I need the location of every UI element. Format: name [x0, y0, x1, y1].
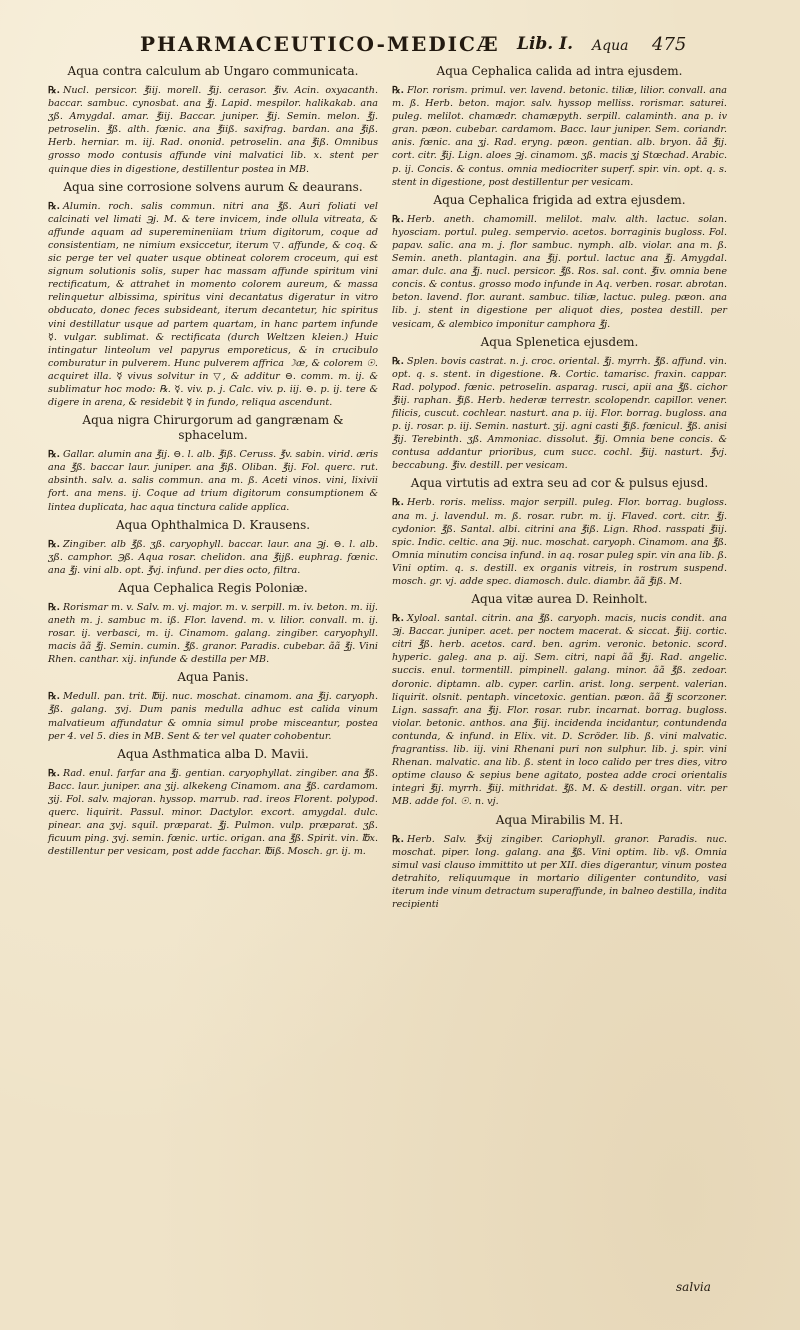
recipe-heading: Aqua Cephalica Regis Poloniæ.: [118, 580, 308, 595]
recipe-text: ℞. Rad. enul. farfar ana ℥j. gentian. caryophyllat. zingiber. ana ℥ß. Bacc. laur. juniper. ana ʒij. alkekeng Cinamom. ana ℥ß. cardamom. ʒij. Fol. salv. majoran. hyssop. marrub. rad. ireos Florent. polypod. querc. liquirit. Passul. minor. Dactylor. excort. amygdal. dulc. pinear. ana ʒvj. squil. præparat. ℥j. Pulmon. vulp. præparat. ʒß. ficuum ping. ʒvj. semin. fœnic. urtic. origan. ana ℥ß. Spirit. vin. ℔x. destillentur per vesicam, post adde facchar. ℔iß. Mosch. gr. ij. m.: [48, 767, 378, 858]
recipe-heading: Aqua Asthmatica alba D. Mavii.: [117, 746, 309, 761]
recipe-symbol: ℞.: [48, 449, 60, 461]
recipe-entry: [48, 413, 378, 513]
recipe-heading: Aqua Cephalica calida ad intra ejusdem.: [436, 64, 683, 78]
recipe-entry: [48, 747, 378, 859]
recipe-heading: Aqua contra calculum ab Ungaro communicata.: [67, 64, 359, 78]
recipe-symbol: ℞.: [48, 601, 60, 613]
recipe-entry: [48, 581, 378, 666]
page-header: [140, 22, 700, 62]
right-column: [392, 60, 727, 915]
recipe-text: ℞. Medull. pan. trit. ℔ij. nuc. moschat. cinamom. ana ℥ij. caryoph. ℥ß. galang. ʒvj. Dum panis medulla adhuc est calida vinum malvatieum affundatur & omnia simul probe misceantur, postea per 4. vel 5. dies in MB. Sent & ter vel quater cohobentur.: [48, 691, 378, 742]
recipe-heading: Aqua Mirabilis M. H.: [495, 812, 624, 827]
recipe-text: ℞. Nucl. persicor. ℥iij. morell. ℥ij. cerasor. ℥iv. Acin. oxyacanth. baccar. sambuc. cynosbat. ana ℥j. Lapid. mespilor. halikakab. ana ʒß. Amygdal. amar. ℥iij. Baccar. juniper. ℥ij. Semin. melon. ℥j. petroselin. ℥ß. alth. fœnic. ana ℥iiß. saxifrag. bardan. ana ℥iß. Herb. herniar. m. iij. Rad. ononid. petroselin. ana ℥iß. Omnibus grosso modo contusis affunde vini malvatici lib. x. stent per quinque dies in digestione, destillentur postea in MB.: [48, 85, 378, 175]
recipe-symbol: ℞.: [48, 767, 60, 779]
left-column: [48, 60, 378, 862]
recipe-heading: Aqua sine corrosione solvens aurum & deaurans.: [63, 179, 363, 194]
recipe-entry: [48, 518, 378, 577]
recipe-text: ℞. Zingiber. alb ℥ß. ʒß. caryophyll. baccar. laur. ana ℈j. ⊖. l. alb. ʒß. camphor. ℈ß. Aqua rosar. chelidon. ana ℥ijß. euphrag. fœnic. ana ℥j. vini alb. opt. ℥vj. infund. per dies octo, filtra.: [48, 538, 378, 576]
recipe-text: ℞. Herb. aneth. chamomill. melilot. malv. alth. lactuc. solan. hyosciam. portul. puleg. sempervio. acetos. borraginis bugloss. Fol. papav. salic. ana m. j. flor sambuc. nymph. alb. violar. ana m. ß. Semin. aneth. plantagin. ana ℥ij. portul. lactuc ana ℥j. Amygdal. amar. dulc. ana ℥j. nucl. persicor. ℥ß. Ros. sal. cont. ℥iv. omnia bene concis. & contus. grosso modo infunde in Aq. verben. rosar. abrotan. beton. lavend. flor. aurant. sambuc. tiliæ, lactuc. puleg. pæon. ana lib. j. stent in digestione per aliquot dies, postea destill. per vesicam, & alembico imponitur camphora ℥j.: [392, 213, 727, 330]
header-catchword: Aqua: [592, 38, 629, 54]
recipe-entry: [392, 193, 727, 331]
recipe-symbol: ℞.: [48, 200, 60, 212]
recipe-heading: Aqua Cephalica frigida ad extra ejusdem.: [433, 192, 686, 207]
recipe-entry: [392, 813, 727, 912]
recipe-symbol: ℞.: [48, 538, 60, 550]
recipe-symbol: ℞.: [48, 85, 60, 96]
recipe-entry: [48, 180, 378, 410]
recipe-heading: Aqua Ophthalmica D. Krausens.: [115, 517, 311, 532]
running-title: PHARMACEUTICO-MEDICÆ: [140, 32, 500, 56]
recipe-entry: [392, 64, 727, 189]
recipe-entry: [392, 476, 727, 588]
recipe-symbol: ℞.: [392, 497, 404, 509]
recipe-entry: [48, 64, 378, 176]
recipe-symbol: ℞.: [392, 213, 404, 225]
page-number: 475: [652, 34, 687, 55]
recipe-heading: Aqua Splenetica ejusdem.: [480, 334, 639, 349]
recipe-symbol: ℞.: [392, 355, 404, 367]
recipe-text: ℞. Xyloal. santal. citrin. ana ℥ß. caryoph. macis, nucis condit. ana ℈j. Baccar. juniper. acet. per noctem macerat. & siccat. ℥iij. cortic. citri ℥ß. herb. acetos. card. ben. agrim. veronic. betonic. scord. hyperic. galeg. ana p. aij. Sem. citri, napi ãã ℥ij. Rad. angelic. succis. enul. tormentill. pimpinell. galang. minor. ãã ℥ß. zedoar. doronic. diptamn. alb. cyper. carlin. arist. long. serpent. valerian. liquirit. olsnit. pentaph. vincetoxic. gentian. pæon. ãã ℥j scorzoner. Lign. sassafr. ana ℥ij. Flor. rosar. rubr. incarnat. borrag. bugloss. violar. betonic. anthos. ana ℥iij. incidenda incidantur, contundenda contunda, & infund. in Elix. vit. D. Scröder. lib. ß. vini malvatic. fragrantiss. lib. iij. vini Rhenani puri non sulphur. lib. j. spir. vini Rhenan. malvatic. ana lib. ß. stent in loco calido per tres dies, vitro optime clauso & sepius bene agitato, postea adde croci orientalis integri ℥ij. myrrh. ℥iij. mithridat. ℥ß. M. & destill. organ. vitr. per MB. adde fol. ☉. n. vj.: [392, 613, 727, 808]
recipe-heading: Aqua virtutis ad extra seu ad cor & pulsus ejusd.: [410, 476, 709, 491]
recipe-text: ℞. Herb. Salv. ℥xij zingiber. Cariophyll. granor. Paradis. nuc. moschat. piper. long. galang. ana ℥ß. Vini optim. lib. vß. Omnia simul vasi clauso immittito ut per XII. dies digerantur, vinum postea detrahito, reliquumque in mortario diligenter contundito, vasi iterum inde vinum detractum superaffunde, in balneo destilla, indita recipienti: [392, 833, 727, 910]
recipe-symbol: ℞.: [392, 85, 404, 96]
recipe-heading: Aqua vitæ aurea D. Reinholt.: [471, 592, 648, 607]
recipe-text: ℞. Flor. rorism. primul. ver. lavend. betonic. tiliæ, lilior. convall. ana m. ß. Herb. beton. major. salv. hyssop melliss. rorismar. saturei. puleg. melilot. chamædr. chamæpyth. serpill. calaminth. ana p. iv gran. pæon. cubebar. cardamom. Bacc. laur juniper. Sem. coriandr. anis. fœnic. ana ʒj. Rad. eryng. pæon. gentian. alb. bryon. ãã ℥ij. cort. citr. ℥ij. Lign. aloes ℈j. cinamom. ʒß. macis ʒj Stœchad. Arabic. p. ij. Concis. & contus. omnia mediocriter superf. spir. vin. opt. q. s. stent in digestione, post destillentur per vesicam.: [392, 85, 727, 188]
recipe-heading: Aqua Panis.: [177, 670, 249, 685]
recipe-text: ℞. Gallar. alumin ana ℥ij. ⊖. l. alb. ℥iß. Ceruss. ℥v. sabin. virid. æris ana ℥ß. baccar laur. juniper. ana ℥iß. Oliban. ℥ij. Fol. querc. rut. absinth. salv. a. salis commun. ana m. ß. Aceti vinos. vini, lixivii fort. ana mens. ij. Coque ad trium digitorum consumptionem & lintea duplicata, hac aqua tinctura calide applica.: [48, 449, 378, 513]
recipe-text: ℞. Splen. bovis castrat. n. j. croc. oriental. ℥j. myrrh. ℥ß. affund. vin. opt. q. s. stent. in digestione. ℞. Cortic. tamarisc. fraxin. cappar. Rad. polypod. fœnic. petroselin. asparag. rusci, apii ana ℥ß. cichor ℥iij. raphan. ℥iß. Herb. hederæ terrestr. scolopendr. capillor. vener. filicis, cuscut. cochlear. nasturt. ana p. iij. Flor. borrag. bugloss. ana p. ij. rosar. p. iij. Semin. nasturt. ʒij. agni casti ℥iß. fœnicul. ℥ß. anisi ℥ij. Terebinth. ʒß. Ammoniac. dissolut. ℥ij. Omnia bene concis. & contusa addantur prioribus, cum succ. cochl. ℥iij. nasturt. ℥vj. beccabung. ℥iv. destill. per vesicam.: [392, 355, 727, 472]
recipe-text: ℞. Herb. roris. meliss. major serpill. puleg. Flor. borrag. bugloss. ana m. j. lavendul. m. ß. rosar. rubr. m. ij. Flaved. cort. citr. ℥j. cydonior. ℥ß. Santal. albi. citrini ana ℥iß. Lign. Rhod. rasspati ℥iij. spic. Indic. celtic. ana ℈ij. nuc. moschat. caryoph. Cinamom. ana ℥ß. Omnia minutim concisa infund. in aq. rosar puleg spir. vin ana lib. ß. Vini optim. q. s. destill. ex organis vitreis, in rostrum suspend. mosch. gr. vj. adde spec. diamosch. dulc. diambr. ãã ℥iß. M.: [392, 497, 727, 587]
recipe-text: ℞. Alumin. roch. salis commun. nitri ana ℥ß. Auri foliati vel calcinati vel limati ℈j. M. & tere invicem, inde ollula vitreata, & affunde aquam ad superemineniiam trium digitorum, coque ad consistentiam, ne nimium exsiccetur, iterum ▽. affunde, & coq. & sic perge ter vel quater usque obtineat colorem croceum, qui est signum solutionis solis, super hac massam affunde spiritum vini rectificatum, & attrahet in momento colorem aureum, & massa relinquetur albissima, spiritus vini decantatus digeratur in vitro obducato, donec feces subsideant, iterum decantetur, hic spiritus vini destillatur usque ad partem quartam, in hanc partem infunde ☿. vulgar. sublimat. & rectificata (durch Weltzen kleien.) Huic intingatur linteolum vel papyrus emporeticus, & in crucibulo comburatur in pulverem. Hunc pulverem affrica ☽æ, & colorem ☉. acquiret illa. ☿ vivus solvitur in ▽, & additur ⊖. comm. m. ij. & sublimatur hoc modo: ℞. ☿. viv. p. j. Calc. viv. p. iij. ⊖. p. ij. tere & digere in arena, & residebit ☿ in fundo, reliqua ascendunt.: [48, 200, 378, 409]
recipe-entry: [392, 335, 727, 473]
recipe-symbol: ℞.: [392, 833, 404, 845]
recipe-entry: [392, 592, 727, 808]
book-number: Lib. I.: [517, 34, 574, 54]
footer-catchword: salvia: [676, 1280, 711, 1294]
recipe-symbol: ℞.: [48, 691, 60, 703]
recipe-entry: [48, 670, 378, 742]
recipe-text: ℞. Rorismar m. v. Salv. m. vj. major. m. v. serpill. m. iv. beton. m. iij. aneth m. j. sambuc m. iß. Flor. lavend. m. v. lilior. convall. m. ij. rosar. ij. verbasci, m. ij. Cinamom. galang. zingiber. caryophyll. macis ãã ℥j. Semin. cumin. ℥ß. granor. Paradis. cubebar. ãã ℥j. Vini Rhen. canthar. xij. infunde & destilla per MB.: [48, 601, 378, 666]
recipe-heading: Aqua nigra Chirurgorum ad gangrænam & sphacelum.: [82, 413, 344, 443]
recipe-symbol: ℞.: [392, 613, 404, 625]
